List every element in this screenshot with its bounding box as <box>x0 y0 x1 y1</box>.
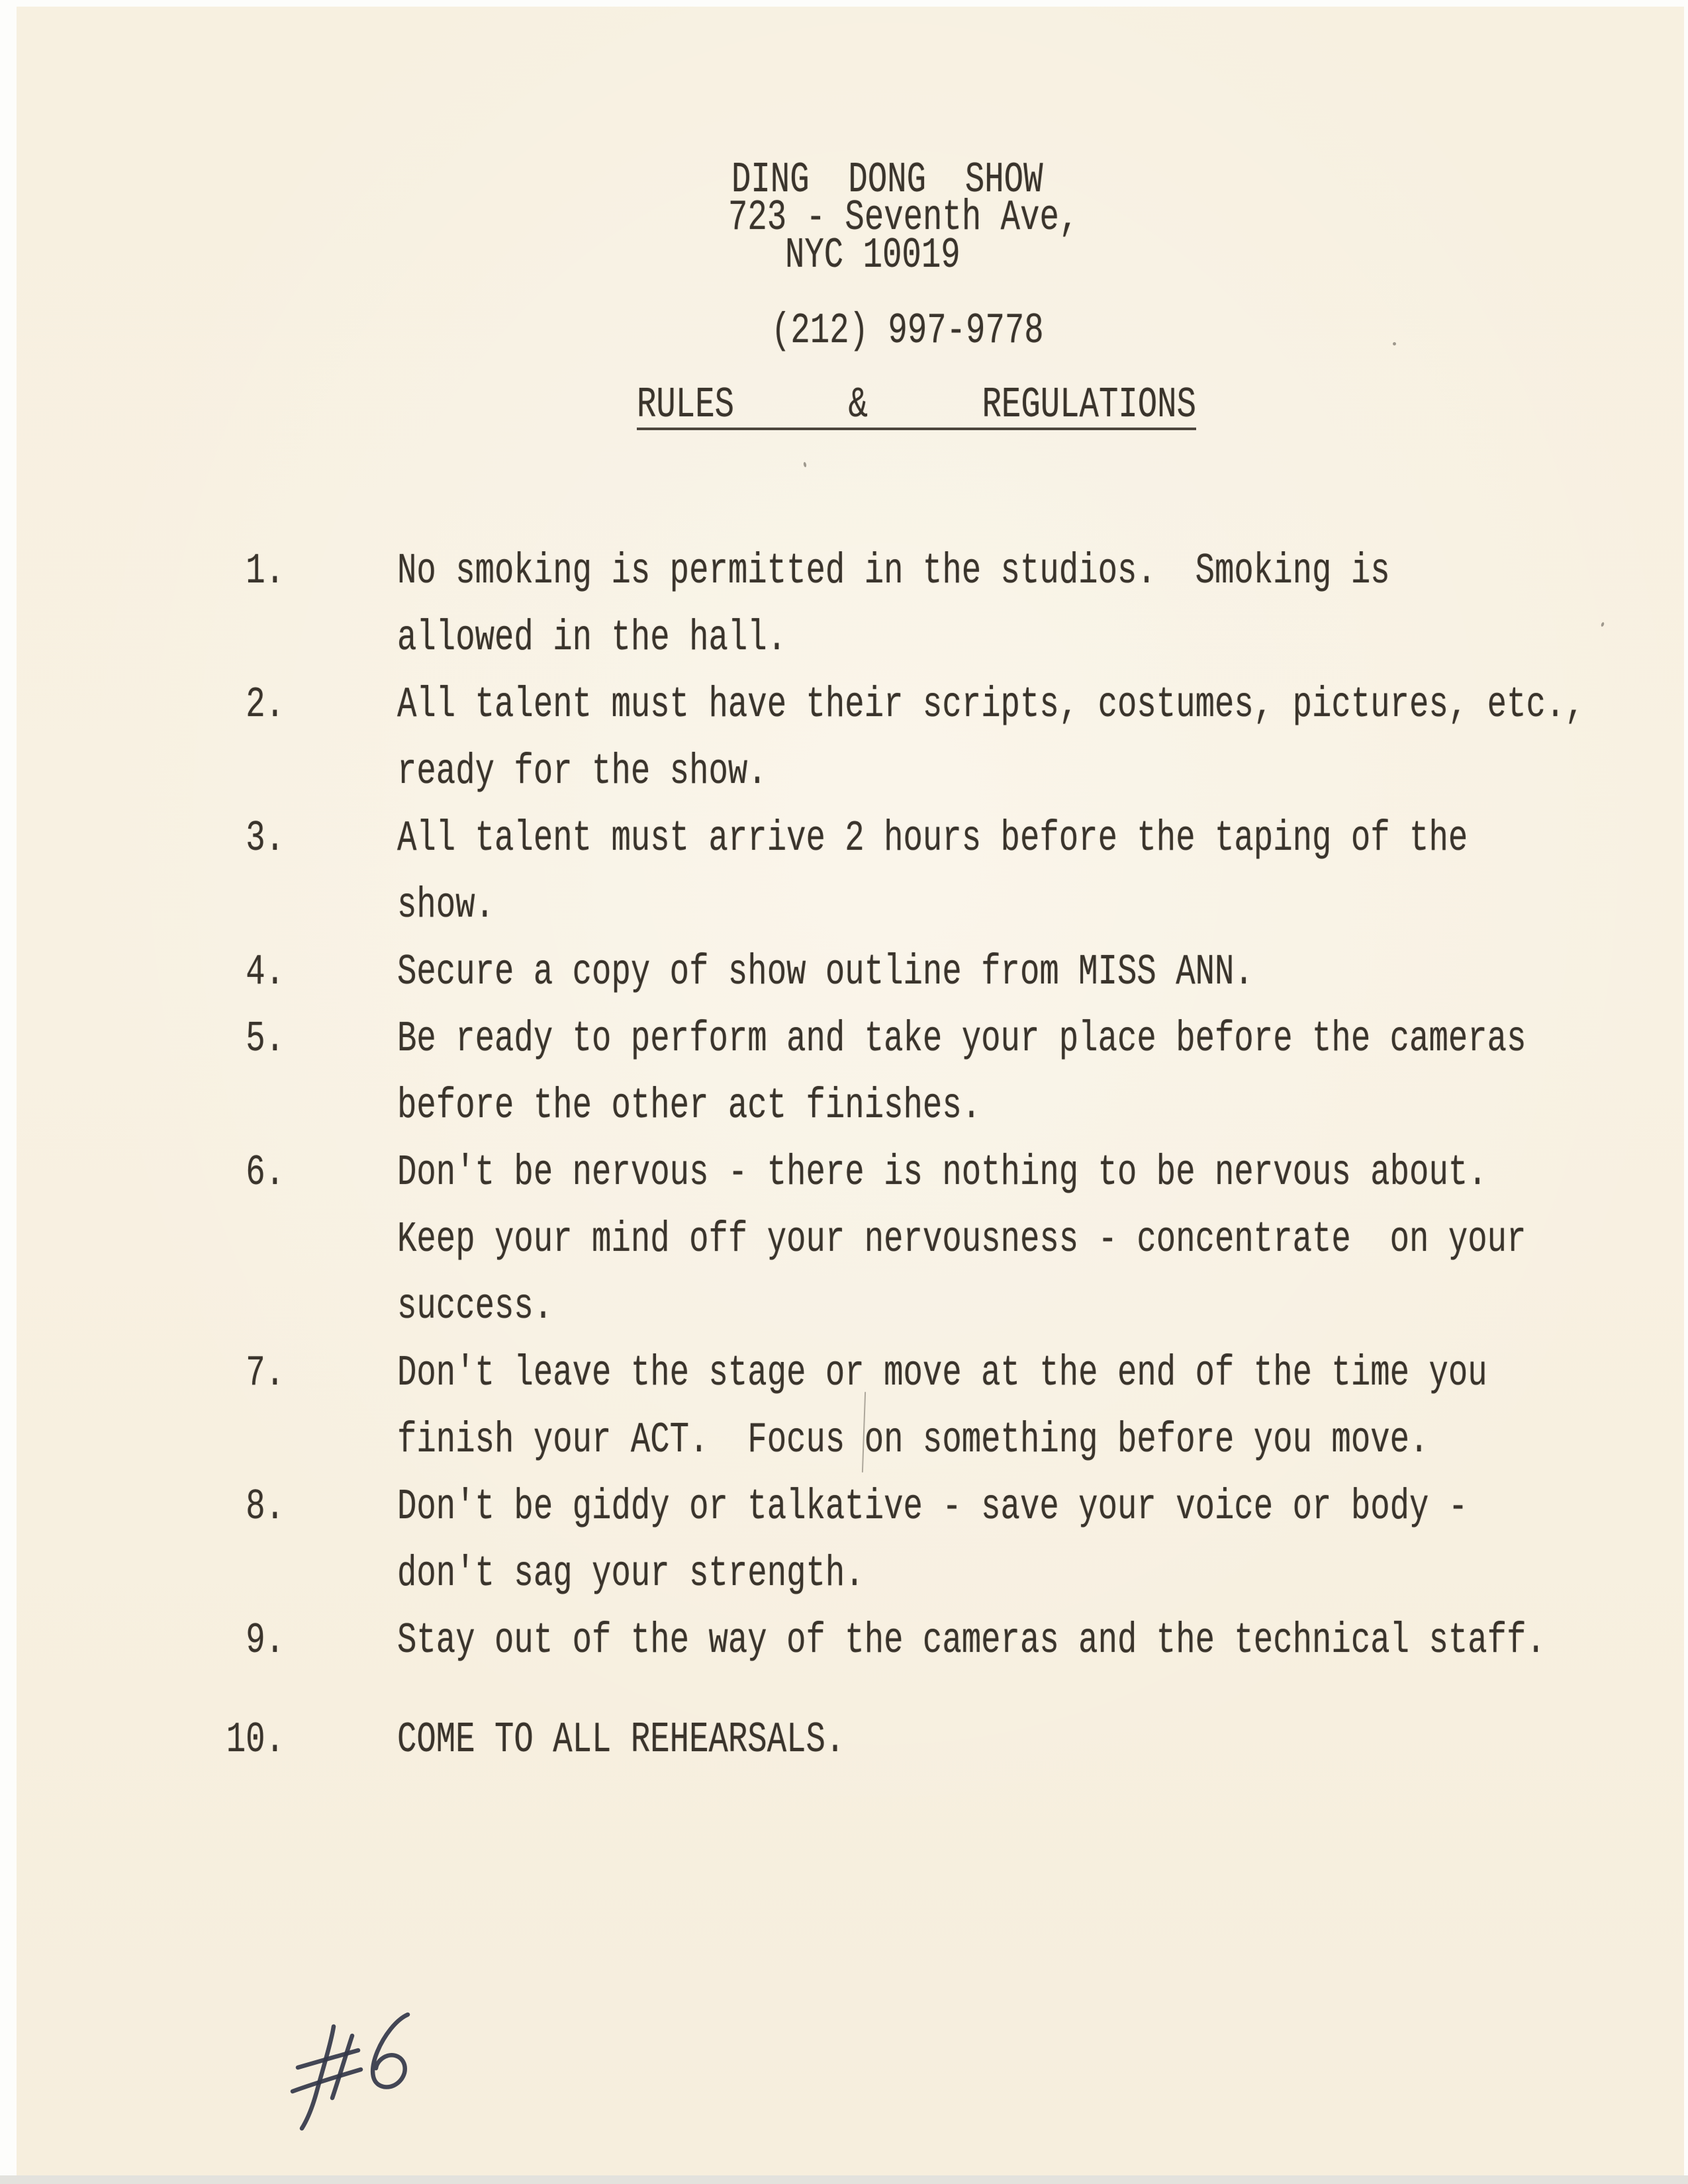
rule-item-6 <box>17 1140 1688 1340</box>
rule-item-8 <box>17 1474 1688 1608</box>
rule-line: All talent must arrive 2 hours before the taping of the <box>397 813 1468 863</box>
rule-line: allowed in the hall. <box>397 613 787 662</box>
title-word-regulations: REGULATIONS <box>982 381 1196 430</box>
rule-line: show. <box>397 880 495 930</box>
rule-line: ready for the show. <box>397 747 767 796</box>
city-line: NYC 10019 <box>785 231 961 280</box>
rule-text <box>397 1707 1688 1774</box>
rule-number: 10. <box>226 1715 285 1764</box>
rule-item-5 <box>17 1006 1688 1140</box>
rule-line: COME TO ALL REHEARSALS. <box>397 1715 845 1764</box>
rule-line: No smoking is permitted in the studios. Smoking is <box>397 546 1390 596</box>
rules-list <box>17 538 1688 1774</box>
rule-text <box>397 1340 1688 1474</box>
rule-item-9 <box>17 1608 1688 1674</box>
rule-text <box>397 1006 1688 1140</box>
rule-text <box>397 1474 1688 1608</box>
address-line: 723 - Seventh Ave, <box>728 193 1079 242</box>
rule-line: before the other act finishes. <box>397 1081 982 1130</box>
rule-item-7 <box>17 1340 1688 1474</box>
rule-number: 6. <box>246 1148 285 1197</box>
scan-speck <box>1393 342 1396 345</box>
rule-line: Don't be giddy or talkative - save your voice or body - <box>397 1482 1468 1531</box>
phone-number: (212) 997-9778 <box>771 306 1044 355</box>
rule-line: success. <box>397 1281 553 1331</box>
rule-number: 4. <box>246 947 285 997</box>
hash-stroke-vertical-2 <box>332 2036 352 2098</box>
rule-line: finish your ACT. Focus on something before you move. <box>397 1415 1429 1465</box>
rule-text <box>397 1140 1688 1340</box>
pen-strokes <box>278 2007 424 2139</box>
document-title <box>637 381 1196 430</box>
rule-item-10 <box>17 1707 1688 1774</box>
title-ampersand: & <box>848 381 868 430</box>
rule-line: Stay out of the way of the cameras and the technical staff. <box>397 1615 1546 1665</box>
show-name: DING DONG SHOW <box>731 156 1043 205</box>
rule-text <box>397 1608 1688 1674</box>
scan-speck <box>803 462 807 468</box>
rule-line: Secure a copy of show outline from MISS ANN. <box>397 947 1254 997</box>
rule-line: Don't leave the stage or move at the end of the time you <box>397 1348 1487 1398</box>
rule-text <box>397 805 1688 939</box>
paper-sheet <box>17 7 1684 2175</box>
rule-line: don't sag your strength. <box>397 1549 865 1598</box>
rule-number: 3. <box>246 813 285 863</box>
rule-line: Keep your mind off your nervousness - concentrate on your <box>397 1214 1526 1264</box>
digit-six-stroke <box>373 2015 408 2087</box>
rule-text <box>397 538 1688 672</box>
title-word-rules: RULES <box>637 381 735 430</box>
rule-item-2 <box>17 672 1688 805</box>
rule-number: 7. <box>246 1348 285 1398</box>
rule-line: Don't be nervous - there is nothing to be nervous about. <box>397 1148 1487 1197</box>
handwritten-number-annotation <box>278 2007 424 2139</box>
rule-number: 1. <box>246 546 285 596</box>
rule-number: 5. <box>246 1014 285 1064</box>
rule-text <box>397 672 1688 805</box>
rule-number: 8. <box>246 1482 285 1531</box>
hash-stroke-horizontal-2 <box>293 2070 361 2091</box>
rule-item-1 <box>17 538 1688 672</box>
rule-line: All talent must have their scripts, costumes, pictures, etc., <box>397 680 1585 729</box>
rule-number: 2. <box>246 680 285 729</box>
rule-item-3 <box>17 805 1688 939</box>
scanner-edge-strip <box>0 2175 1688 2184</box>
rule-line: Be ready to perform and take your place before the cameras <box>397 1014 1526 1064</box>
rule-number: 9. <box>246 1615 285 1665</box>
